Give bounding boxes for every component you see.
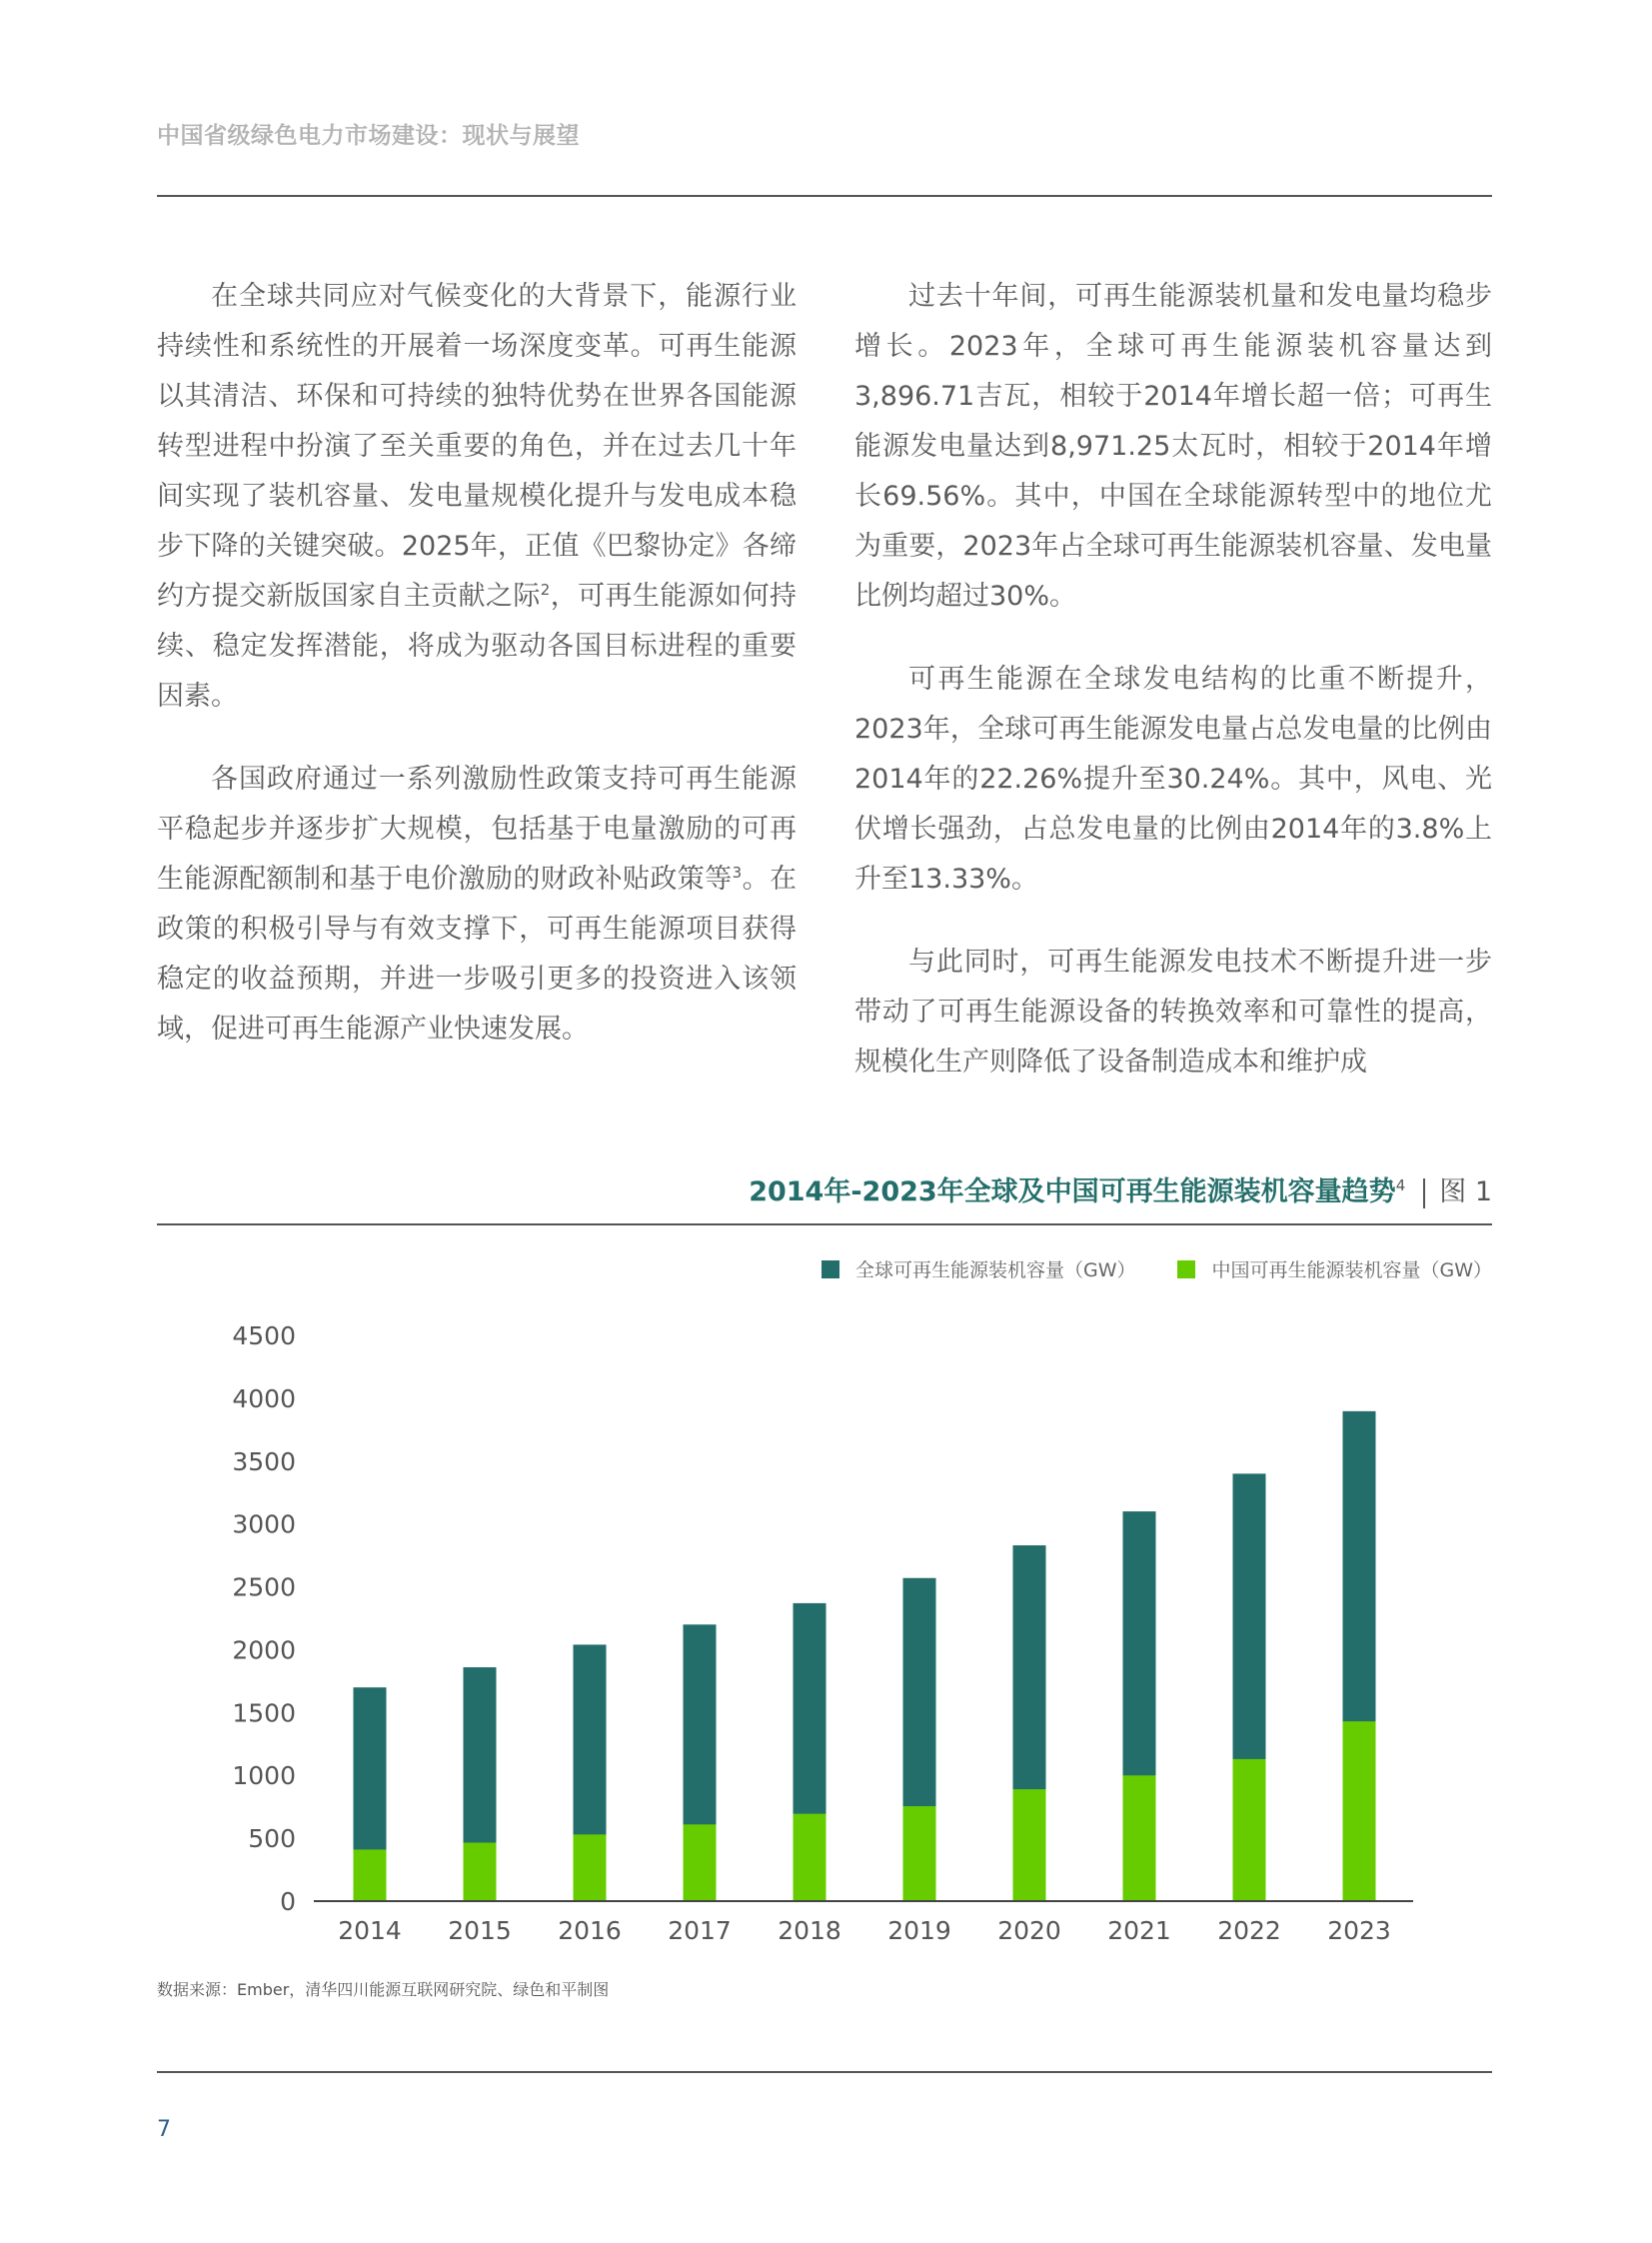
bar-china xyxy=(464,1843,497,1901)
paragraph-text: 在全球共同应对气候变化的大背景下，能源行业持续性和系统性的开展着一场深度变革。可再生能源以其清洁、环保和可持续的独特优势在世界各国能源转型进程中扮演了至关重要的角色，并在过去几十年间实现了装机容量、发电量规模化提升与发电成本稳步下降的关键突破。2025年，正值《巴黎协定》各缔约方提交新版国家自主贡献之际 xyxy=(157,281,797,612)
y-tick-label: 2000 xyxy=(232,1635,296,1665)
paragraph: 可再生能源在全球发电结构的比重不断提升，2023年，全球可再生能源发电量占总发电量的比例由2014年的22.26%提升至30.24%。其中，风电、光伏增长强劲，占总发电量的比例由2014年的3.8%上升至13.33%。 xyxy=(854,664,1492,895)
footnote-ref[interactable]: 4 xyxy=(1395,1176,1406,1194)
y-tick-label: 4500 xyxy=(232,1321,296,1350)
footnote-ref[interactable]: 3 xyxy=(732,864,743,882)
data-source-note: 数据来源：Ember，清华四川能源互联网研究院、绿色和平制图 xyxy=(157,1980,610,1999)
figure-title-text: 2014年-2023年全球及中国可再生能源装机容量趋势 xyxy=(749,1176,1396,1207)
y-tick-label: 4000 xyxy=(232,1383,296,1413)
bar-china xyxy=(1233,1759,1266,1901)
footer-rule xyxy=(157,2071,1492,2073)
paragraph-text: 各国政府通过一系列激励性政策支持可再生能源平稳起步并逐步扩大规模，包括基于电量激励的可再生能源配额制和基于电价激励的财政补贴政策等 xyxy=(157,764,797,895)
bar-china xyxy=(574,1834,607,1901)
x-tick-label: 2022 xyxy=(1217,1916,1281,1945)
paragraph: 过去十年间，可再生能源装机量和发电量均稳步增长。2023年，全球可再生能源装机容量达到3,896.71吉瓦，相较于2014年增长超一倍；可再生能源发电量达到8,971.25太瓦时，相较于2014年增长69.56%。其中，中国在全球能源转型中的地位尤为重要，2023年占全球可再生能源装机容量、发电量比例均超过30%。 xyxy=(854,281,1492,612)
x-tick-label: 2020 xyxy=(997,1916,1061,1945)
x-tick-label: 2023 xyxy=(1327,1916,1391,1945)
x-tick-label: 2015 xyxy=(448,1916,512,1945)
x-tick-label: 2017 xyxy=(668,1916,732,1945)
x-tick-label: 2014 xyxy=(338,1916,402,1945)
y-tick-label: 1500 xyxy=(232,1698,296,1728)
paragraph-text: ，可再生能源如何持续、稳定发挥潜能，将成为驱动各国目标进程的重要因素。 xyxy=(157,581,798,712)
figure-label: 图 1 xyxy=(1439,1176,1492,1207)
legend-label: 中国可再生能源装机容量（GW） xyxy=(1211,1259,1492,1281)
legend-label: 全球可再生能源装机容量（GW） xyxy=(854,1259,1136,1281)
x-tick-label: 2019 xyxy=(887,1916,951,1945)
y-tick-label: 1000 xyxy=(232,1761,296,1791)
paragraph-text: 。在政策的积极引导与有效支撑下，可再生能源项目获得稳定的收益预期，并进一步吸引更多的投资进入该领域，促进可再生能源产业快速发展。 xyxy=(157,864,798,1045)
footnote-ref[interactable]: 2 xyxy=(540,581,551,599)
y-tick-label: 0 xyxy=(280,1887,296,1916)
bar-china xyxy=(684,1824,717,1901)
x-tick-label: 2021 xyxy=(1107,1916,1171,1945)
running-title: 中国省级绿色电力市场建设：现状与展望 xyxy=(157,123,580,149)
y-tick-label: 3500 xyxy=(232,1446,296,1476)
x-tick-label: 2018 xyxy=(778,1916,841,1945)
bar-china xyxy=(1013,1789,1046,1901)
bar-china xyxy=(354,1849,387,1901)
y-tick-label: 500 xyxy=(248,1824,296,1854)
y-tick-label: 3000 xyxy=(232,1509,296,1539)
paragraph: 与此同时，可再生能源发电技术不断提升进一步带动了可再生能源设备的转换效率和可靠性的提高，规模化生产则降低了设备制造成本和维护成 xyxy=(854,947,1492,1078)
bar-china xyxy=(1343,1721,1376,1901)
page-number: 7 xyxy=(157,2117,171,2142)
y-tick-label: 2500 xyxy=(232,1572,296,1602)
x-tick-label: 2016 xyxy=(558,1916,622,1945)
bar-china xyxy=(903,1806,936,1901)
bar-china xyxy=(1123,1775,1156,1901)
bar-china xyxy=(794,1814,826,1901)
